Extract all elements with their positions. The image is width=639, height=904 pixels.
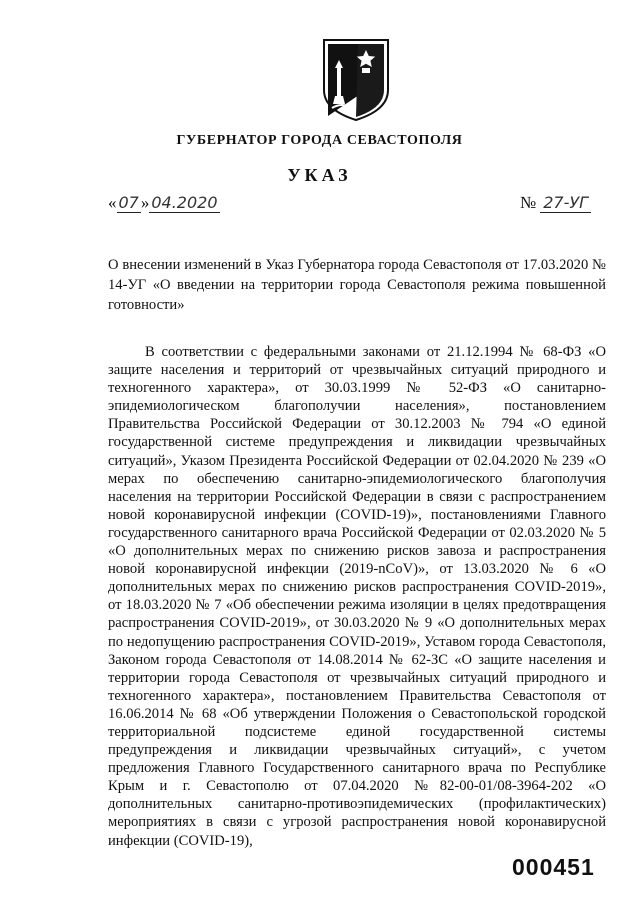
document-type-title: УКАЗ xyxy=(287,165,352,185)
decree-subject: О внесении изменений в Указ Губернатора города Севастополя от 17.03.2020 № 14-УГ «О введении на территории города Севастополя режима повышенной готовности» xyxy=(108,257,606,313)
decree-number xyxy=(520,193,591,213)
date-day: 07 xyxy=(118,193,139,212)
number-prefix: № xyxy=(520,193,537,212)
number-value: 27-УГ xyxy=(540,193,591,213)
decree-body-paragraph: В соответствии с федеральными законами от 21.12.1994 № 68-ФЗ «О защите населения и территорий от чрезвычайных ситуаций природного и техногенного характера», от 30.03.1999 № 52-ФЗ «О санитарно-эпидемиологическом благополучии населения», постановлением Правительства Российской Федерации от 30.12.2003 № 794 «О единой государственной системе предупреждения и ликвидации чрезвычайных ситуаций», Указом Президента Российской Федерации от 02.04.2020 № 239 «О мерах по обеспечению санитарно-эпидемиологического благополучия населения на территории Российской Федерации в связи с распространением новой коронавирусной инфекции (COVID-19)», постановлениями Главного государственного санитарного врача Российской Федерации от 02.03.2020 № 5 «О дополнительных мерах по снижению рисков завоза и распространения новой коронавирусной инфекции (2019-nCoV)», от 13.03.2020 № 6 «О дополнительных мерах по снижению рисков распространения COVID-2019», от 18.03.2020 № 7 «Об обеспечении режима изоляции в целях предотвращения распространения COVID-2019», от 30.03.2020 № 9 «О дополнительных мерах по недопущению распространения COVID-2019», Уставом города Севастополя, Законом города Севастополя от 14.08.2014 № 62-ЗС «О защите населения и территории города Севастополя от чрезвычайных ситуаций природного и техногенного характера», постановлением Правительства Севастополя от 16.06.2014 № 68 «Об утверждении Положения о Севастопольской городской территориальной подсистеме единой государственной системы предупреждения и ликвидации чрезвычайных ситуаций», с учетом предложения Главного Государственного санитарного врача по Республике Крым и г. Севастополю от 07.04.2020 №82-00-01/08-3964-202 «О дополнительных санитарно-противоэпидемических (профилактических) мероприятиях в связи с угрозой распространения новой коронавирусной инфекции (COVID-19), xyxy=(108,344,606,849)
date-close-quote: » xyxy=(140,193,150,212)
decree-date xyxy=(108,193,220,213)
sevastopol-coat-of-arms-icon xyxy=(322,38,390,122)
date-open-quote: « xyxy=(108,193,117,212)
date-month-year: 04.2020 xyxy=(151,193,218,212)
form-serial-number: 000451 xyxy=(512,854,595,880)
governor-title: ГУБЕРНАТОР ГОРОДА СЕВАСТОПОЛЯ xyxy=(176,133,463,148)
